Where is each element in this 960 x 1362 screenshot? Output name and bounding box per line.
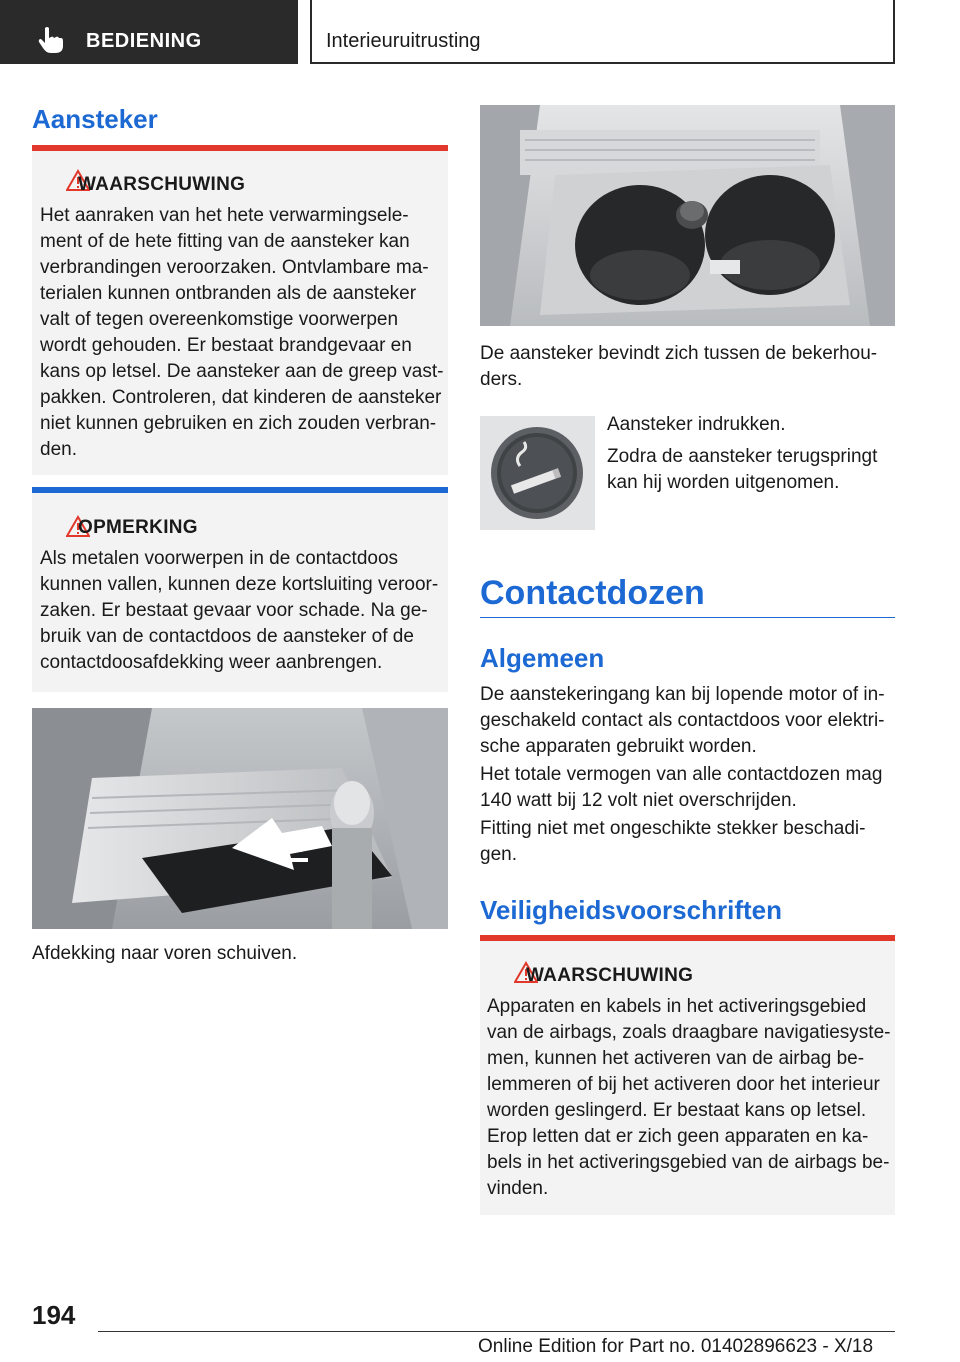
heading-algemeen: Algemeen: [480, 643, 605, 673]
lighter-button-image: [480, 416, 595, 530]
note-text: Als metalen voorwerpen in de contactdoos kunnen vallen, kunnen deze kortsluiting veroor- zaken. Er bestaat gevaar voor schade. Na ge- bruik van de contactdoos de aansteker of de contactdoosafdekking weer aanbrengen.: [40, 548, 439, 673]
warning-bar-right: [480, 935, 895, 941]
note-bar: [32, 487, 448, 493]
warning-text-right: Apparaten en kabels in het activeringsgebied van de airbags, zoals draagbare navigatiesyste- men, kunnen het activeren van de airbag be- lemmeren of bij het activeren door het interieur worden geslingerd. Er bestaat kans op letsel. Erop letten dat er zich geen apparaten en ka- bels in het activeringsgebied van de airbags be- vinden.: [487, 996, 891, 1199]
general-paragraph: De aanstekeringang kan bij lopende motor of in- geschakeld contact als contactdoos voor elektri- sche apparaten gebruikt worden.: [480, 684, 885, 757]
heading-contactdozen: Contactdozen: [480, 574, 705, 612]
fitting-paragraph: Fitting niet met ongeschikte stekker beschadi- gen.: [480, 818, 866, 865]
header-rule: [310, 62, 895, 64]
cover-caption: Afdekking naar voren schuiven.: [32, 943, 298, 964]
cigarette-lighter-icon: [480, 416, 595, 530]
note-title: OPMERKING: [78, 517, 198, 538]
console-cover-illustration: [32, 708, 448, 929]
cover-slide-image: [32, 708, 448, 929]
cupholder-image: [480, 105, 895, 326]
section-title: Interieuruitrusting: [326, 30, 481, 52]
warning-text: Het aanraken van het hete verwarmingsele- ment of de hete fitting van de aansteker kan verbrandingen veroorzaken. Ontvlambare ma- terialen kunnen ontbranden als de aansteker valt of tegen overeenkomstige voorwerpen wordt gehouden. Er bestaat brandgevaar en kans op letsel. De aansteker aan de greep vast- pakken. Controleren, dat kinderen de aansteker niet kunnen gebruiken en zich zouden verbran- den.: [40, 205, 444, 460]
spring-instruction: Zodra de aansteker terugspringt kan hij worden uitgenomen.: [607, 446, 878, 493]
cupholder-illustration: [480, 105, 895, 326]
chapter-label: BEDIENING: [86, 30, 202, 52]
warning-title-right: WAARSCHUWING: [526, 965, 694, 986]
heading-rule: [480, 617, 895, 618]
chapter-tab[interactable]: [0, 0, 298, 64]
header-separator: [310, 0, 312, 64]
warning-bar: [32, 145, 448, 151]
warning-box-lighter: [32, 145, 448, 475]
warning-title: WAARSCHUWING: [78, 174, 246, 195]
press-instruction: Aansteker indrukken.: [607, 414, 786, 435]
page-number: 194: [32, 1300, 76, 1330]
hand-pointer-icon: [38, 26, 64, 54]
note-box: [32, 487, 448, 692]
warning-box-sockets: [480, 935, 895, 1215]
edition-text: Online Edition for Part no. 01402896623 - X/18: [478, 1336, 874, 1357]
power-paragraph: Het totale vermogen van alle contactdozen mag 140 watt bij 12 volt niet overschrijden.: [480, 764, 883, 811]
cupholder-caption: De aansteker bevindt zich tussen de bekerhou- ders.: [480, 343, 878, 390]
footer-rule: [98, 1331, 895, 1332]
header-end-rule: [893, 0, 895, 64]
heading-aansteker: Aansteker: [32, 104, 158, 134]
heading-veiligheidsvoorschriften: Veiligheidsvoorschriften: [480, 895, 782, 925]
